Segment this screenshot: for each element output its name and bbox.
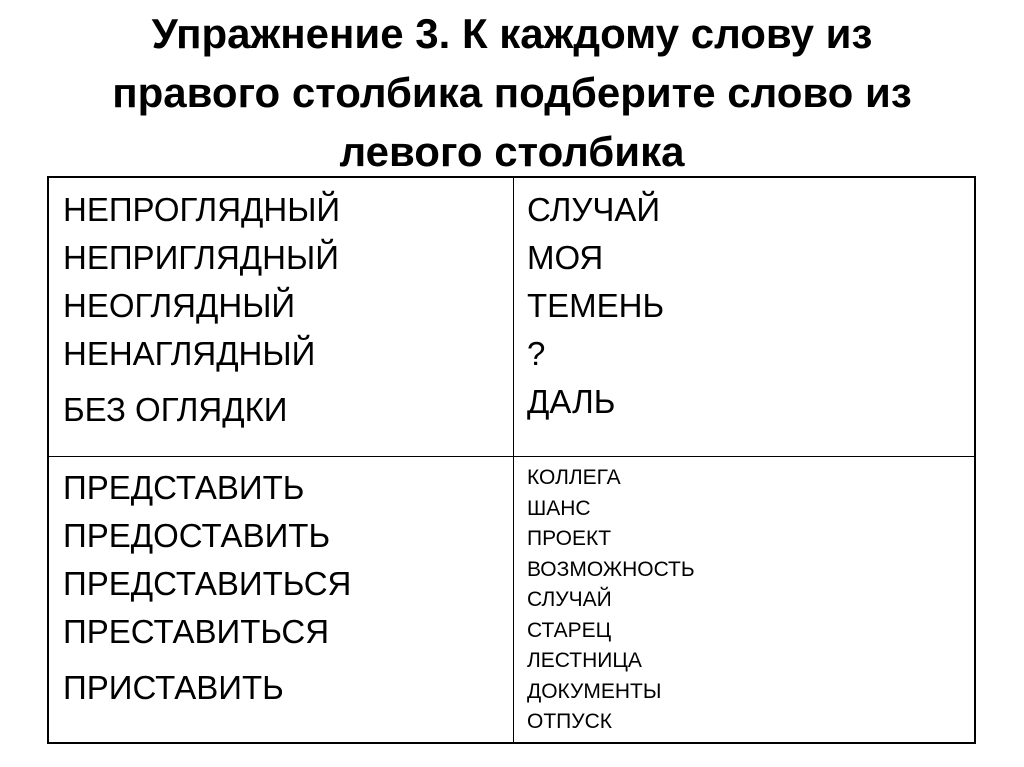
cell-top-right [527,186,664,426]
word-list-top-left [63,186,340,434]
list-item: СЛУЧАЙ [527,191,661,228]
list-item: НЕНАГЛЯДНЫЙ [63,335,316,372]
list-item: КОЛЛЕГА [527,466,621,489]
list-item: ЛЕСТНИЦА [527,649,642,672]
list-item: ОТПУСК [527,710,612,733]
list-item: ПРИСТАВИТЬ [63,669,284,706]
cell-bottom-right [527,463,695,738]
list-item: СЛУЧАЙ [527,588,612,611]
list-item: ПРЕДСТАВИТЬСЯ [63,565,352,602]
list-item: ПРЕСТАВИТЬСЯ [63,613,330,650]
list-item: ДАЛЬ [527,383,616,420]
list-item: ШАНС [527,496,591,520]
list-item: ? [527,335,546,372]
list-item: НЕПРИГЛЯДНЫЙ [63,239,339,276]
title-line-2: правого столбика подберите слово из [112,69,912,116]
list-item: ПРОЕКТ [527,527,612,550]
title-exercise-label: Упражнение [151,10,404,57]
list-item: БЕЗ ОГЛЯДКИ [63,391,288,428]
list-item: ТЕМЕНЬ [527,287,665,324]
list-item: НЕОГЛЯДНЫЙ [63,287,296,324]
title-line-1-text: 3. К каждому слову из [403,10,873,57]
word-list-bottom-right [527,463,695,738]
title-line-1 [152,10,873,57]
exercise-table [47,176,976,744]
list-item: ВОЗМОЖНОСТЬ [527,557,695,581]
word-list-top-right [527,186,664,426]
column-divider [513,178,514,742]
cell-bottom-left [63,464,351,712]
word-list-bottom-left [63,464,351,712]
list-item: НЕПРОГЛЯДНЫЙ [63,191,341,228]
row-divider [49,456,974,457]
list-item: МОЯ [527,239,604,276]
list-item: ДОКУМЕНТЫ [527,679,662,703]
title-line-3: левого столбика [339,128,685,175]
list-item: СТАРЕЦ [527,618,612,642]
cell-top-left [63,186,340,434]
list-item: ПРЕДСТАВИТЬ [63,469,305,506]
slide-title [0,4,1024,181]
list-item: ПРЕДОСТАВИТЬ [63,517,331,554]
